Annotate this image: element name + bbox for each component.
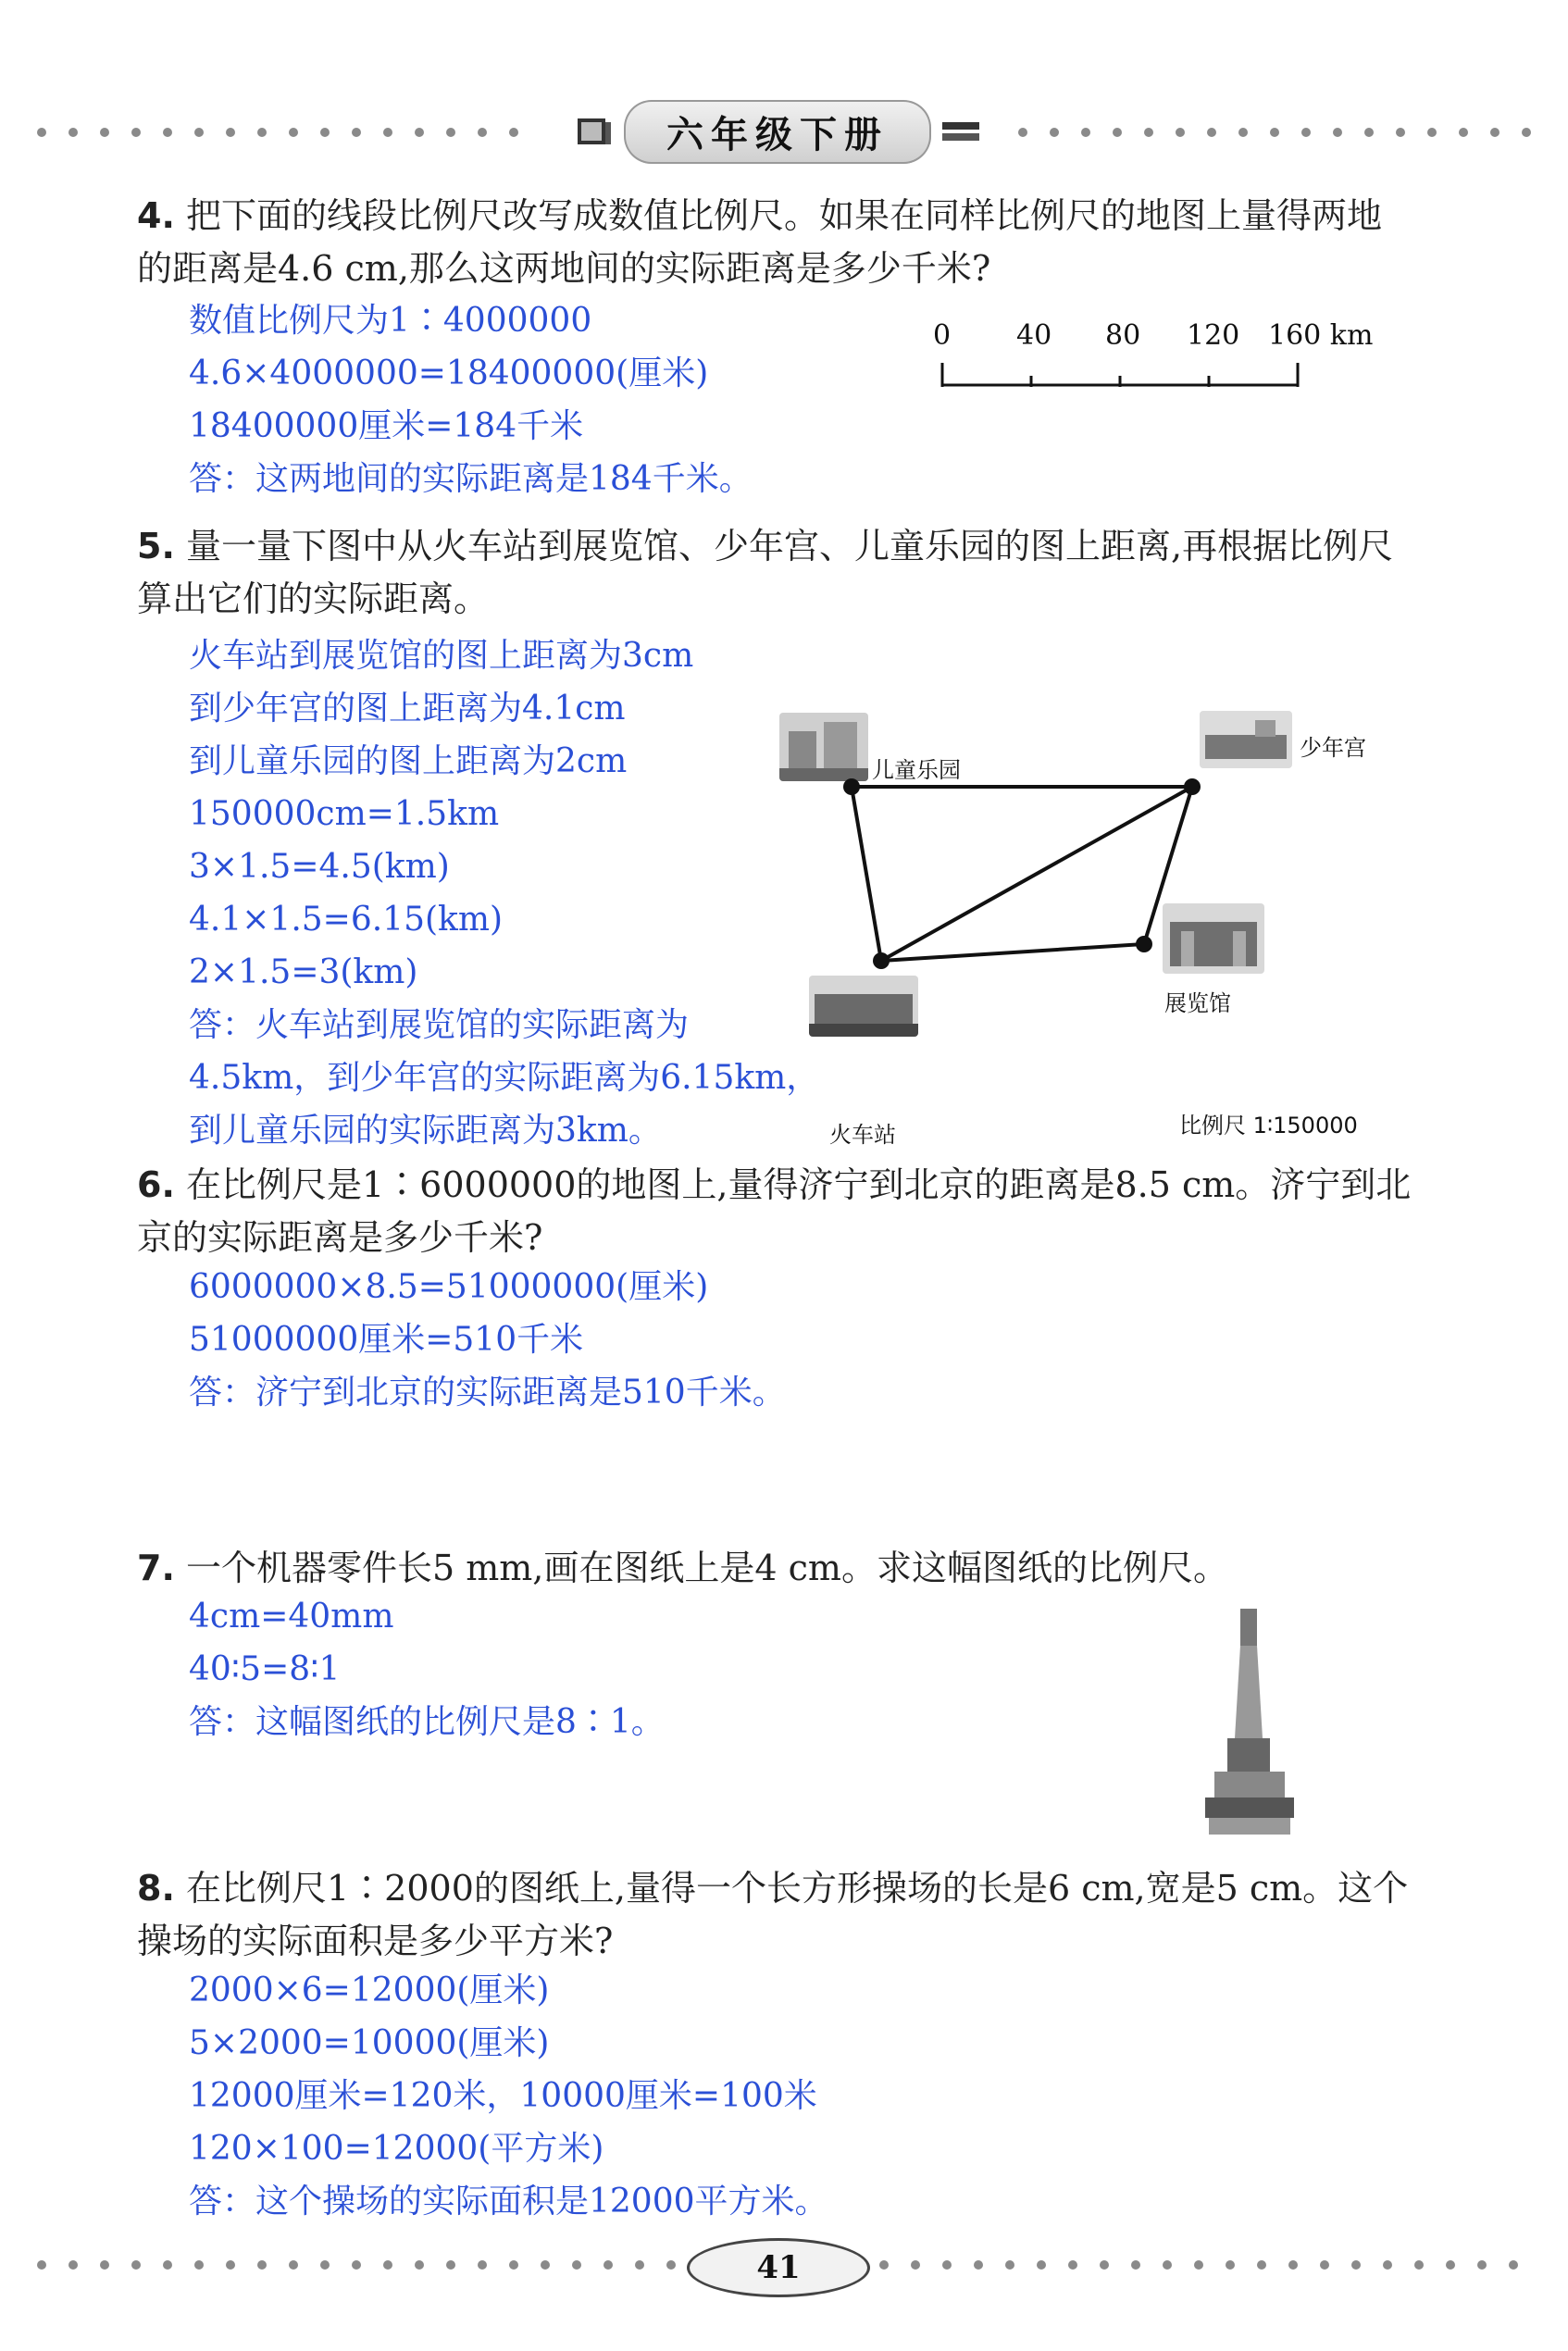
answer-line: 2×1.5=3(km)	[189, 953, 418, 991]
decorative-dot	[1257, 2260, 1266, 2270]
decorative-dot	[879, 2260, 889, 2270]
decorative-dot	[942, 2260, 952, 2270]
answer-line: 120×100=12000(平方米)	[189, 2130, 604, 2168]
decorative-dot	[68, 2260, 78, 2270]
decorative-dot	[572, 2260, 581, 2270]
decorative-dot	[100, 128, 109, 137]
decorative-dot	[478, 128, 487, 137]
question-number: 4.	[137, 195, 175, 236]
book-icon	[574, 113, 615, 150]
decorative-dot	[226, 2260, 235, 2270]
answer-line: 150000cm=1.5km	[189, 795, 500, 833]
decorative-dot	[1238, 128, 1248, 137]
decorative-dot	[1414, 2260, 1424, 2270]
answer-line: 答：这个操场的实际面积是12000平方米。	[189, 2183, 828, 2220]
answer-line: 4cm=40mm	[189, 1598, 394, 1636]
question-number: 6.	[137, 1164, 175, 1205]
decorative-dot	[1459, 128, 1468, 137]
map-label-exhibit: 展览馆	[1164, 990, 1231, 1016]
decorative-dot	[1081, 128, 1090, 137]
decorative-dot	[1131, 2260, 1140, 2270]
decorative-dot	[446, 2260, 455, 2270]
decorative-dot	[163, 2260, 172, 2270]
decorative-dot	[1207, 128, 1216, 137]
answer-line: 12000厘米=120米，10000厘米=100米	[189, 2077, 817, 2115]
footer-dots-left	[37, 2260, 676, 2271]
pencil-case-icon	[940, 113, 981, 150]
answer-line: 到儿童乐园的图上距离为2cm	[189, 742, 628, 780]
decorative-dot	[911, 2260, 920, 2270]
answer-line: 3×1.5=4.5(km)	[189, 848, 450, 886]
decorative-dot	[226, 128, 235, 137]
decorative-dot	[1301, 128, 1311, 137]
scale-tick-label: 80	[1105, 319, 1141, 352]
decorative-dot	[1176, 128, 1185, 137]
question-text: 把下面的线段比例尺改写成数值比例尺。如果在同样比例尺的地图上量得两地的距离是4.6 cm,那么这两地间的实际距离是多少千米?	[137, 195, 1382, 289]
question-text: 量一量下图中从火车站到展览馆、少年宫、儿童乐园的图上距离,再根据比例尺算出它们的实际距离。	[137, 526, 1394, 619]
question-text: 一个机器零件长5 mm,画在图纸上是4 cm。求这幅图纸的比例尺。	[185, 1548, 1228, 1588]
decorative-dot	[131, 2260, 141, 2270]
decorative-dot	[37, 128, 46, 137]
decorative-dot	[1050, 128, 1059, 137]
decorative-dot	[635, 2260, 644, 2270]
answer-8	[189, 1964, 828, 2228]
question-6	[137, 1159, 1414, 1264]
decorative-dot	[131, 128, 141, 137]
scale-tick-label: 40	[1016, 319, 1052, 352]
decorative-dot	[509, 2260, 518, 2270]
decorative-dot	[1396, 128, 1405, 137]
answer-line: 4.5km，到少年宫的实际距离为6.15km，	[189, 1059, 820, 1097]
decorative-dot	[100, 2260, 109, 2270]
answer-7	[189, 1590, 665, 1748]
answer-line: 18400000厘米=184千米	[189, 407, 584, 445]
decorative-dot	[1522, 128, 1531, 137]
decorative-dot	[1490, 128, 1500, 137]
answer-line: 答：火车站到展览馆的实际距离为	[189, 1006, 690, 1044]
question-4	[137, 190, 1414, 295]
decorative-dot	[1068, 2260, 1077, 2270]
decorative-dot	[1509, 2260, 1518, 2270]
answer-line: 51000000厘米=510千米	[189, 1321, 584, 1359]
decorative-dot	[68, 128, 78, 137]
header-banner	[537, 104, 1018, 159]
decorative-dot	[1194, 2260, 1203, 2270]
decorative-dot	[541, 2260, 550, 2270]
header-dots-left	[37, 128, 537, 139]
decorative-dot	[1100, 2260, 1109, 2270]
scale-tick-label: 120	[1187, 319, 1240, 352]
decorative-dot	[415, 128, 424, 137]
question-7	[137, 1542, 1414, 1595]
question-number: 5.	[137, 526, 175, 566]
decorative-dot	[163, 128, 172, 137]
map-label-park: 儿童乐园	[872, 757, 961, 783]
answer-line: 到儿童乐园的实际距离为3km。	[189, 1112, 662, 1150]
question-number: 7.	[137, 1548, 175, 1588]
decorative-dot	[446, 128, 455, 137]
decorative-dot	[320, 2260, 330, 2270]
question-number: 8.	[137, 1868, 175, 1909]
answer-line: 答：这幅图纸的比例尺是8∶1。	[189, 1703, 665, 1741]
decorative-dot	[194, 2260, 204, 2270]
decorative-dot	[1018, 128, 1027, 137]
decorative-dot	[1163, 2260, 1172, 2270]
decorative-dot	[604, 2260, 613, 2270]
answer-line: 答：这两地间的实际距离是184千米。	[189, 460, 753, 498]
question-5	[137, 520, 1414, 626]
answer-line: 5×2000=10000(厘米)	[189, 2024, 550, 2062]
decorative-dot	[478, 2260, 487, 2270]
answer-line: 4.6×4000000=18400000(厘米)	[189, 355, 709, 392]
decorative-dot	[352, 128, 361, 137]
decorative-dot	[1333, 128, 1342, 137]
decorative-dot	[1427, 128, 1437, 137]
header-title: 六年级下册	[624, 100, 931, 164]
scale-tick-label: 0	[933, 319, 952, 352]
decorative-dot	[1320, 2260, 1329, 2270]
answer-line: 到少年宫的图上距离为4.1cm	[189, 690, 626, 728]
map-label-youth: 少年宫	[1300, 735, 1366, 761]
map-route-lines	[833, 759, 1222, 981]
scale-bar	[935, 359, 1305, 391]
decorative-dot	[1383, 2260, 1392, 2270]
answer-line: 6000000×8.5=51000000(厘米)	[189, 1268, 709, 1306]
decorative-dot	[1113, 128, 1122, 137]
answer-4	[189, 294, 753, 505]
decorative-dot	[383, 2260, 392, 2270]
answer-line: 40∶5=8∶1	[189, 1650, 341, 1688]
question-text: 在比例尺1∶2000的图纸上,量得一个长方形操场的长是6 cm,宽是5 cm。这个操场的实际面积是多少平方米?	[137, 1868, 1409, 1961]
answer-line: 2000×6=12000(厘米)	[189, 1972, 550, 2009]
decorative-dot	[289, 128, 298, 137]
decorative-dot	[666, 2260, 676, 2270]
map-photo-station	[809, 976, 918, 1037]
decorative-dot	[1270, 128, 1279, 137]
map-scale: 比例尺 1∶150000	[1179, 1113, 1358, 1138]
decorative-dot	[257, 128, 267, 137]
scale-tick-label: 160 km	[1268, 319, 1374, 352]
decorative-dot	[1037, 2260, 1046, 2270]
decorative-dot	[509, 128, 518, 137]
header-dots-right	[1018, 128, 1537, 139]
decorative-dot	[37, 2260, 46, 2270]
answer-line: 4.1×1.5=6.15(km)	[189, 901, 504, 939]
decorative-dot	[1364, 128, 1374, 137]
map-label-station: 火车站	[829, 1122, 896, 1148]
decorative-dot	[1144, 128, 1153, 137]
decorative-dot	[1005, 2260, 1014, 2270]
page-number: 41	[756, 2249, 801, 2286]
decorative-dot	[1288, 2260, 1298, 2270]
decorative-dot	[1477, 2260, 1487, 2270]
answer-6	[189, 1261, 786, 1419]
question-text: 在比例尺是1∶6000000的地图上,量得济宁到北京的距离是8.5 cm。济宁到北京的实际距离是多少千米?	[137, 1164, 1412, 1258]
decorative-dot	[1226, 2260, 1235, 2270]
decorative-dot	[289, 2260, 298, 2270]
decorative-dot	[352, 2260, 361, 2270]
footer-dots-right	[879, 2260, 1527, 2271]
answer-5	[189, 629, 819, 1157]
decorative-dot	[383, 128, 392, 137]
decorative-dot	[1446, 2260, 1455, 2270]
decorative-dot	[415, 2260, 424, 2270]
decorative-dot	[257, 2260, 267, 2270]
decorative-dot	[1351, 2260, 1361, 2270]
machine-part-image	[1200, 1609, 1300, 1844]
question-8	[137, 1862, 1414, 1968]
answer-line: 数值比例尺为1∶4000000	[189, 302, 592, 340]
decorative-dot	[320, 128, 330, 137]
decorative-dot	[974, 2260, 983, 2270]
answer-line: 火车站到展览馆的图上距离为3cm	[189, 637, 694, 675]
decorative-dot	[194, 128, 204, 137]
page-number-badge	[687, 2238, 870, 2297]
answer-line: 答：济宁到北京的实际距离是510千米。	[189, 1374, 786, 1412]
